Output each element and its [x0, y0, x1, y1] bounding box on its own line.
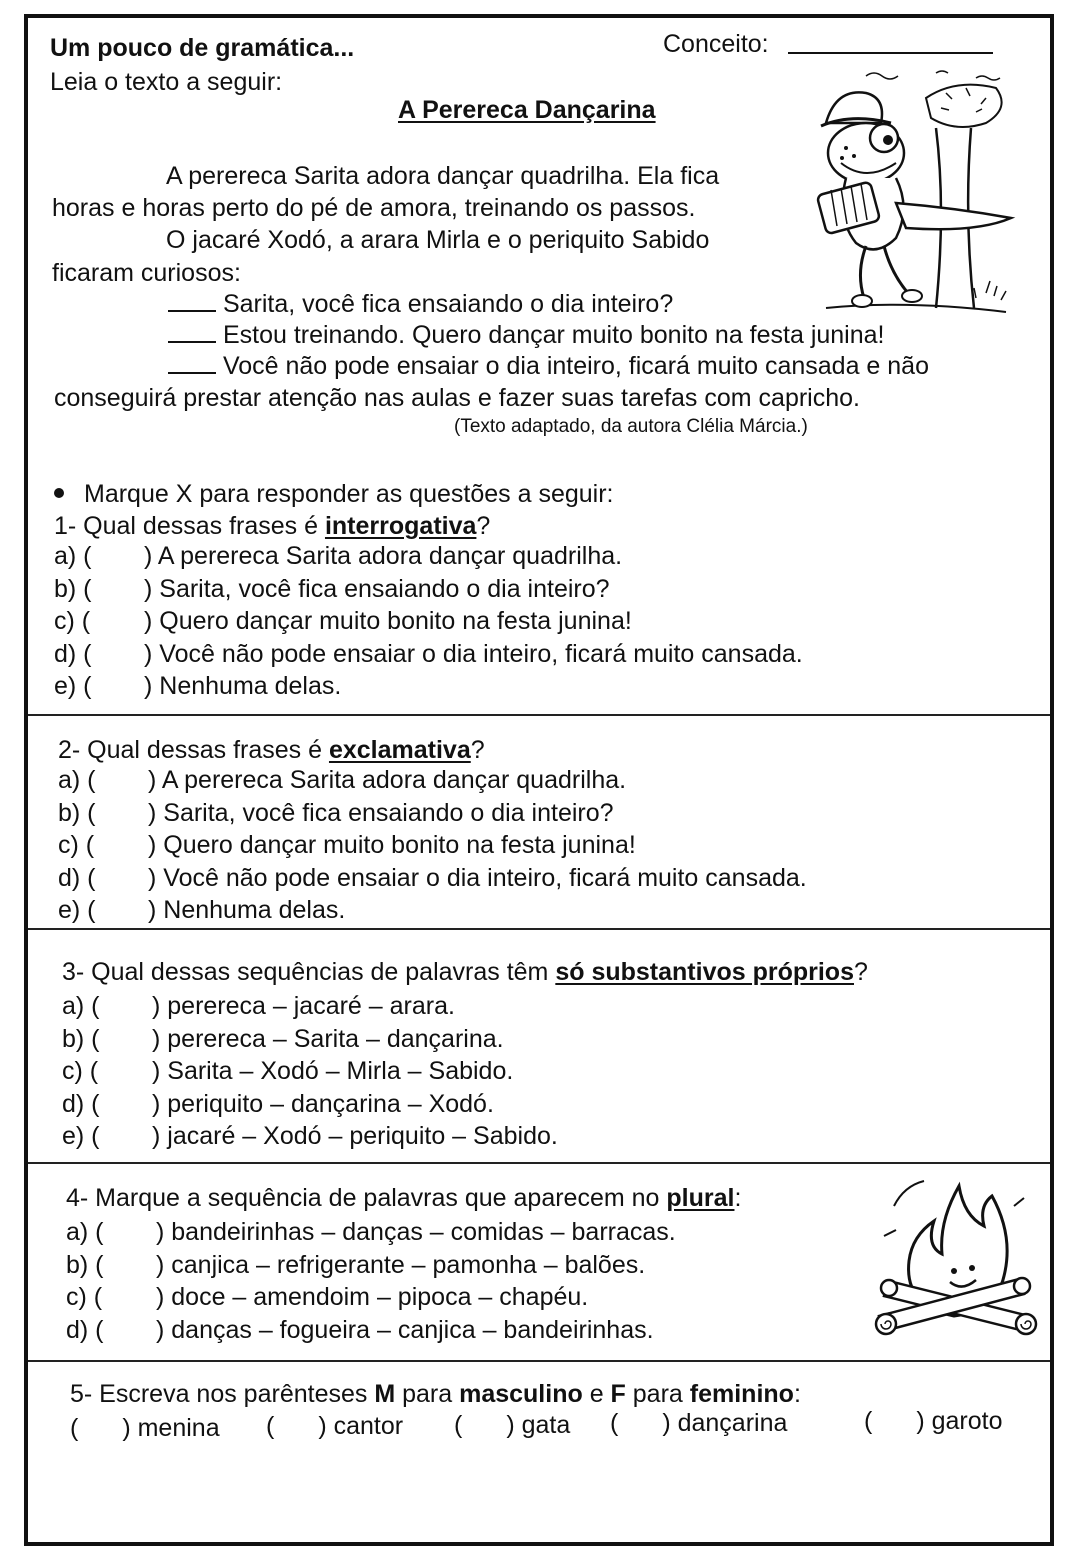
- option-text: ) bandeirinhas – danças – comidas – barracas.: [156, 1218, 676, 1246]
- option-text: ) danças – fogueira – canjica – bandeirinhas.: [156, 1315, 654, 1344]
- q5-item-dancarina[interactable]: [610, 1409, 787, 1438]
- option-text: ) Nenhuma delas.: [148, 896, 346, 924]
- grade-field[interactable]: [788, 52, 993, 54]
- option-text: ) Nenhuma delas.: [144, 672, 342, 700]
- story-title: A Perereca Dançarina: [398, 96, 656, 124]
- item-text: ) menina: [122, 1414, 220, 1442]
- q3-suffix: ?: [854, 958, 868, 986]
- grade-label: [663, 30, 769, 59]
- q5-suffix: :: [793, 1380, 801, 1408]
- q1-option-e[interactable]: [54, 670, 803, 703]
- q2-option-b[interactable]: [58, 797, 807, 830]
- option-label: d) (: [66, 1315, 104, 1344]
- q3-prefix: 3- Qual dessas sequências de palavras têm: [62, 958, 556, 986]
- q2-option-c[interactable]: [58, 829, 807, 862]
- option-label: b) (: [62, 1024, 100, 1053]
- q3-prompt: [62, 958, 868, 987]
- option-text: ) Quero dançar muito bonito na festa junina!: [144, 607, 632, 635]
- q5-mid3: para: [625, 1380, 690, 1408]
- item-text: ) dançarina: [662, 1409, 788, 1437]
- q1-keyword: interrogativa: [324, 512, 477, 540]
- q1-option-b[interactable]: [54, 573, 803, 606]
- q1-options: [54, 540, 803, 703]
- section-divider: [28, 1360, 1050, 1362]
- paren-open: (: [70, 1414, 79, 1442]
- q5-fem: feminino: [689, 1380, 794, 1408]
- option-label: e) (: [58, 896, 96, 924]
- story-p2-line2: ficaram curiosos:: [52, 259, 241, 287]
- section-divider: [28, 1162, 1050, 1164]
- option-label: b) (: [54, 574, 92, 603]
- story-p2-line1: O jacaré Xodó, a arara Mirla e o periquito Sabido: [166, 226, 710, 254]
- q4-prompt: [66, 1184, 741, 1213]
- q1-option-c[interactable]: [54, 605, 803, 638]
- q2-options: [58, 764, 807, 927]
- option-label: a) (: [54, 542, 92, 570]
- q2-option-a[interactable]: [58, 764, 807, 797]
- option-label: b) (: [58, 798, 96, 827]
- option-text: ) doce – amendoim – pipoca – chapéu.: [156, 1283, 589, 1311]
- option-text: ) periquito – dançarina – Xodó.: [152, 1089, 494, 1118]
- dialogue-blank[interactable]: [168, 323, 216, 343]
- option-text: ) Você não pode ensaiar o dia inteiro, ficará muito cansada.: [148, 863, 807, 892]
- q3-option-e[interactable]: [62, 1120, 558, 1153]
- grade-label-text: Conceito:: [663, 30, 769, 58]
- story-credit: (Texto adaptado, da autora Clélia Márcia.): [454, 416, 808, 437]
- option-text: ) A perereca Sarita adora dançar quadrilha.: [144, 542, 623, 570]
- option-label: e) (: [62, 1122, 100, 1150]
- frog-illustration: [796, 68, 1026, 318]
- q1-suffix: ?: [476, 512, 491, 540]
- q5-mid2: e: [582, 1380, 611, 1408]
- q3-option-c[interactable]: [62, 1055, 558, 1088]
- item-text: ) garoto: [916, 1407, 1003, 1435]
- option-label: d) (: [58, 863, 96, 892]
- option-text: ) jacaré – Xodó – periquito – Sabido.: [152, 1122, 558, 1150]
- bullet-icon: [54, 488, 64, 498]
- q3-option-a[interactable]: [62, 990, 558, 1023]
- option-text: ) Sarita – Xodó – Mirla – Sabido.: [152, 1057, 514, 1085]
- paren-open: (: [864, 1407, 873, 1435]
- dialogue-blank[interactable]: [168, 354, 216, 374]
- q3-option-b[interactable]: [62, 1023, 558, 1056]
- paren-open: (: [610, 1409, 619, 1437]
- option-text: ) perereca – jacaré – arara.: [152, 992, 455, 1020]
- q4-option-c[interactable]: [66, 1281, 676, 1314]
- dialogue-line-2: [168, 321, 885, 350]
- q3-option-d[interactable]: [62, 1088, 558, 1121]
- q4-suffix: :: [734, 1184, 742, 1212]
- q5-f: F: [610, 1380, 626, 1408]
- option-label: e) (: [54, 672, 92, 700]
- dialogue-text: Estou treinando. Quero dançar muito bonito na festa junina!: [222, 321, 885, 349]
- q2-prefix: 2- Qual dessas frases é: [58, 736, 329, 764]
- q4-prefix: 4- Marque a sequência de palavras que aparecem no: [66, 1184, 667, 1212]
- q5-item-cantor[interactable]: [266, 1412, 403, 1441]
- option-label: d) (: [62, 1089, 100, 1118]
- q1-prefix: 1- Qual dessas frases é: [54, 512, 325, 540]
- paren-open: (: [454, 1411, 463, 1439]
- q5-masc: masculino: [459, 1380, 583, 1408]
- bonfire-illustration: [864, 1166, 1044, 1346]
- option-text: ) Sarita, você fica ensaiando o dia inteiro?: [148, 798, 614, 827]
- q4-option-b[interactable]: [66, 1249, 676, 1282]
- option-text: ) Quero dançar muito bonito na festa junina!: [148, 831, 636, 859]
- dialogue-blank[interactable]: [168, 292, 216, 312]
- item-text: ) cantor: [318, 1412, 404, 1440]
- q1-prompt: [54, 512, 490, 541]
- option-label: c) (: [58, 831, 95, 859]
- q3-keyword: só substantivos próprios: [555, 958, 854, 986]
- q5-item-garoto[interactable]: [864, 1407, 1003, 1436]
- instructions-text: Marque X para responder as questões a seguir:: [84, 480, 614, 508]
- q4-keyword: plural: [666, 1184, 735, 1212]
- q2-prompt: [58, 736, 485, 765]
- option-label: a) (: [58, 766, 96, 794]
- q5-m: M: [374, 1380, 396, 1408]
- option-label: c) (: [54, 607, 91, 635]
- paren-open: (: [266, 1412, 275, 1440]
- q2-keyword: exclamativa: [328, 736, 471, 764]
- option-label: d) (: [54, 639, 92, 668]
- option-text: ) canjica – refrigerante – pamonha – balões.: [156, 1250, 646, 1279]
- dialogue-line-3: [168, 352, 929, 381]
- q4-option-a[interactable]: [66, 1216, 676, 1249]
- worksheet-frame: [24, 14, 1054, 1546]
- q5-prefix: 5- Escreva nos parênteses: [70, 1380, 375, 1408]
- instructions-line: [54, 480, 613, 509]
- story-p1-line1: A perereca Sarita adora dançar quadrilha. Ela fica: [166, 162, 720, 190]
- story-p1-line2: horas e horas perto do pé de amora, treinando os passos.: [52, 194, 696, 222]
- option-label: a) (: [62, 992, 100, 1020]
- q1-option-d[interactable]: [54, 638, 803, 671]
- option-label: b) (: [66, 1250, 104, 1279]
- option-text: ) Sarita, você fica ensaiando o dia inteiro?: [144, 574, 610, 603]
- q5-item-gata[interactable]: [454, 1411, 570, 1440]
- option-text: ) perereca – Sarita – dançarina.: [152, 1024, 504, 1053]
- dialogue-line-1: [168, 290, 673, 319]
- section-divider: [28, 714, 1050, 716]
- item-text: ) gata: [506, 1411, 571, 1439]
- q2-option-d[interactable]: [58, 862, 807, 895]
- q5-item-menina[interactable]: [70, 1414, 220, 1443]
- option-text: ) Você não pode ensaiar o dia inteiro, ficará muito cansada.: [144, 639, 803, 668]
- dialogue-text: Sarita, você fica ensaiando o dia inteiro?: [222, 290, 674, 318]
- q2-option-e[interactable]: [58, 894, 807, 927]
- q5-mid1: para: [395, 1380, 460, 1408]
- q1-option-a[interactable]: [54, 540, 803, 573]
- q3-options: [62, 990, 558, 1153]
- section-divider: [28, 928, 1050, 930]
- q2-suffix: ?: [470, 736, 485, 764]
- worksheet-title: Um pouco de gramática...: [50, 34, 355, 62]
- q5-prompt: [70, 1380, 801, 1409]
- option-label: c) (: [62, 1057, 99, 1085]
- option-label: a) (: [66, 1218, 104, 1246]
- instruction-text: Leia o texto a seguir:: [50, 68, 283, 96]
- option-text: ) A perereca Sarita adora dançar quadrilha.: [148, 766, 627, 794]
- option-label: c) (: [66, 1283, 103, 1311]
- dialogue-text: Você não pode ensaiar o dia inteiro, ficará muito cansada e não: [222, 352, 929, 380]
- q4-option-d[interactable]: [66, 1314, 676, 1347]
- dialogue-line-3-cont: conseguirá prestar atenção nas aulas e fazer suas tarefas com capricho.: [54, 384, 860, 412]
- q4-options: [66, 1216, 676, 1346]
